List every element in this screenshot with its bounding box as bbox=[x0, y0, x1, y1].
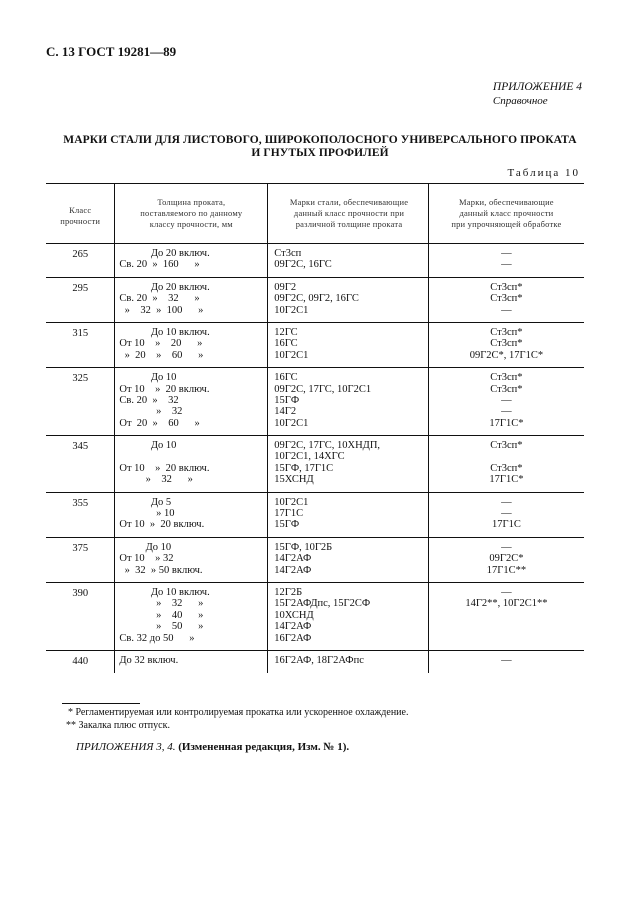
header-thickness: Толщина проката, поставляемого по данному классу прочности, мм bbox=[115, 184, 268, 244]
footnotes bbox=[68, 706, 408, 732]
cell-thickness bbox=[115, 322, 268, 367]
cell-hardened-grades bbox=[428, 436, 584, 493]
cell-line: 15ХСНД bbox=[274, 474, 314, 486]
table-row bbox=[46, 322, 584, 367]
footnote-2: ** Закалка плюс отпуск. bbox=[66, 720, 170, 731]
cell-thickness bbox=[115, 582, 268, 650]
cell-grades bbox=[268, 322, 429, 367]
cell-grades bbox=[268, 492, 429, 537]
cell-line: » 32 » 100 » bbox=[119, 304, 204, 316]
cell-strength-class: 295 bbox=[46, 277, 115, 322]
table-row bbox=[46, 650, 584, 673]
cell-line: 15Г2АФДпс, 15Г2СФ bbox=[274, 598, 371, 610]
cell-line: » 10 bbox=[119, 508, 175, 520]
cell-line: — bbox=[501, 654, 512, 666]
cell-line: 09Г2С, 17ГС, 10ХНДП, bbox=[274, 440, 381, 452]
cell-line: 17Г1С* bbox=[489, 474, 524, 486]
cell-line: 16Г2АФ, 18Г2АФпс bbox=[274, 654, 364, 666]
cell-grades bbox=[268, 537, 429, 582]
cell-hardened-grades bbox=[428, 322, 584, 367]
cell-line: 15ГФ bbox=[274, 519, 300, 531]
cell-grades bbox=[268, 277, 429, 322]
cell-line: 09Г2С*, 17Г1С* bbox=[469, 349, 544, 361]
table-row bbox=[46, 582, 584, 650]
cell-strength-class: 440 bbox=[72, 655, 89, 667]
cell-strength-class: 390 bbox=[46, 582, 115, 650]
page-title bbox=[40, 134, 600, 160]
cell-line: 09Г2С* bbox=[489, 553, 524, 565]
cell-grades bbox=[268, 582, 429, 650]
cell-line: Ст3сп* bbox=[490, 383, 523, 395]
cell-line: » 32 bbox=[119, 406, 183, 418]
cell-strength-class: 315 bbox=[46, 322, 115, 367]
cell-line: 12Г2Б bbox=[274, 586, 303, 598]
cell-line: — bbox=[501, 496, 512, 508]
cell-line: От 10 » 20 включ. bbox=[119, 383, 210, 395]
cell-line: 09Г2 bbox=[274, 281, 297, 293]
table-row bbox=[46, 244, 584, 278]
cell-line: — bbox=[501, 586, 512, 598]
cell-grades bbox=[268, 368, 429, 436]
cell-line: » 20 » 60 » bbox=[119, 349, 204, 361]
cell-hardened-grades bbox=[428, 492, 584, 537]
header-hardened-grades: Марки, обеспечивающие данный класс прочности при упрочняющей обработке bbox=[428, 184, 584, 244]
appendix-label-block bbox=[493, 80, 582, 108]
cell-hardened-grades bbox=[428, 537, 584, 582]
header-strength-class: Класс прочности bbox=[46, 184, 115, 244]
cell-line: 10Г2С1 bbox=[274, 417, 309, 429]
page-header: С. 13 ГОСТ 19281—89 bbox=[46, 44, 177, 59]
cell-line: 14Г2**, 10Г2С1** bbox=[465, 598, 548, 610]
cell-hardened-grades bbox=[428, 582, 584, 650]
cell-line: Ст3сп* bbox=[490, 338, 523, 350]
cell-line: 17Г1С bbox=[492, 519, 521, 531]
cell-line: 09Г2С, 16ГС bbox=[274, 259, 332, 271]
cell-line: От 10 » 32 bbox=[119, 553, 174, 565]
cell-line: До 10 bbox=[119, 440, 177, 452]
cell-line: — bbox=[501, 259, 512, 271]
table-row bbox=[46, 277, 584, 322]
cell-line: » 32 » bbox=[119, 598, 204, 610]
cell-strength-class: 355 bbox=[46, 492, 115, 537]
cell-line: — bbox=[501, 406, 512, 418]
cell-line: Ст3сп* bbox=[490, 281, 523, 293]
cell-line: 14Г2АФ bbox=[274, 621, 312, 633]
cell-line: » 50 » bbox=[119, 621, 204, 633]
cell-line: 15ГФ, 17Г1С bbox=[274, 462, 334, 474]
cell-line: — bbox=[501, 304, 512, 316]
table-row bbox=[46, 368, 584, 436]
cell-line: 17Г1С bbox=[274, 508, 304, 520]
cell-line bbox=[115, 451, 267, 462]
table-header-row bbox=[46, 184, 584, 244]
cell-line: 09Г2С, 17ГС, 10Г2С1 bbox=[274, 383, 372, 395]
cell-line: Св. 20 » 32 bbox=[119, 394, 179, 406]
cell-strength-class: 265 bbox=[46, 244, 115, 278]
cell-line bbox=[429, 633, 584, 644]
revision-note-ref: ПРИЛОЖЕНИЯ 3, 4. bbox=[76, 741, 176, 753]
cell-line: — bbox=[501, 248, 512, 259]
cell-line: 16Г2АФ bbox=[274, 632, 312, 644]
cell-line: 10Г2С1 bbox=[274, 349, 309, 361]
cell-thickness bbox=[115, 436, 268, 493]
cell-line: Ст3сп bbox=[274, 248, 302, 259]
cell-thickness bbox=[115, 650, 268, 673]
cell-strength-class: 345 bbox=[46, 436, 115, 493]
title-line-1: МАРКИ СТАЛИ ДЛЯ ЛИСТОВОГО, ШИРОКОПОЛОСНОГО УНИВЕРСАЛЬНОГО ПРОКАТА bbox=[63, 134, 577, 146]
cell-line: Св. 20 » 32 » bbox=[119, 293, 200, 305]
cell-line: От 10 » 20 включ. bbox=[119, 462, 210, 474]
cell-line: От 10 » 20 включ. bbox=[119, 519, 205, 531]
cell-line: — bbox=[501, 541, 512, 553]
cell-line: 12ГС bbox=[274, 326, 298, 338]
cell-line: До 20 включ. bbox=[119, 281, 210, 293]
table-label: Таблица 10 bbox=[507, 167, 580, 179]
cell-hardened-grades bbox=[428, 368, 584, 436]
cell-strength-class: 375 bbox=[46, 537, 115, 582]
cell-line: Ст3сп* bbox=[490, 462, 523, 474]
cell-thickness bbox=[115, 537, 268, 582]
revision-note-text: (Измененная редакция, Изм. № 1). bbox=[178, 741, 350, 753]
cell-line: 10Г2С1 bbox=[274, 304, 309, 316]
cell-line: 10Г2С1 bbox=[274, 496, 309, 508]
table-body bbox=[46, 244, 584, 674]
footnote-1: * Регламентируемая или контролируемая прокатка или ускоренное охлаждение. bbox=[68, 707, 409, 718]
appendix-label: ПРИЛОЖЕНИЕ 4 bbox=[492, 81, 582, 93]
cell-line: До 32 включ. bbox=[119, 654, 179, 666]
cell-line: » 40 » bbox=[119, 609, 204, 621]
cell-line: 14Г2АФ bbox=[274, 553, 312, 565]
cell-line bbox=[429, 621, 584, 632]
table-row bbox=[46, 492, 584, 537]
cell-line: От 10 » 20 » bbox=[119, 338, 203, 350]
cell-line: От 20 » 60 » bbox=[119, 417, 200, 429]
cell-line: 17Г1С* bbox=[489, 417, 524, 429]
cell-line: Ст3сп* bbox=[490, 440, 523, 452]
cell-line: 09Г2С, 09Г2, 16ГС bbox=[274, 293, 359, 305]
table-row bbox=[46, 436, 584, 493]
cell-thickness bbox=[115, 492, 268, 537]
cell-line: 14Г2 bbox=[274, 406, 297, 418]
cell-line: Св. 20 » 160 » bbox=[119, 259, 200, 271]
cell-line: Ст3сп* bbox=[490, 293, 523, 305]
cell-thickness bbox=[115, 244, 268, 278]
cell-line: 16ГС bbox=[274, 338, 298, 350]
cell-line: До 10 включ. bbox=[119, 586, 210, 598]
cell-line: 16ГС bbox=[274, 372, 298, 384]
cell-line: 15ГФ, 10Г2Б bbox=[274, 541, 333, 553]
cell-line: 15ГФ bbox=[274, 394, 300, 406]
cell-line: — bbox=[501, 394, 512, 406]
cell-hardened-grades bbox=[428, 244, 584, 278]
cell-line: До 10 bbox=[119, 372, 177, 384]
header-grades: Марки стали, обеспечивающие данный класс прочности при различной толщине проката bbox=[268, 184, 429, 244]
cell-line: » 32 » bbox=[119, 474, 193, 486]
cell-thickness bbox=[115, 368, 268, 436]
steel-grades-table bbox=[46, 183, 584, 673]
cell-hardened-grades bbox=[428, 650, 584, 673]
cell-line: » 32 » 50 включ. bbox=[119, 564, 203, 576]
appendix-type: Справочное bbox=[492, 95, 548, 107]
revision-note bbox=[76, 741, 349, 753]
cell-line: До 5 bbox=[119, 496, 172, 508]
cell-hardened-grades bbox=[428, 277, 584, 322]
cell-grades bbox=[268, 244, 429, 278]
cell-grades bbox=[268, 650, 429, 673]
cell-line: Св. 32 до 50 » bbox=[119, 632, 195, 644]
footnote-divider bbox=[62, 703, 140, 704]
cell-line: Ст3сп* bbox=[490, 326, 523, 338]
cell-line bbox=[429, 451, 584, 462]
cell-grades bbox=[268, 436, 429, 493]
table-row bbox=[46, 537, 584, 582]
title-line-2: И ГНУТЫХ ПРОФИЛЕЙ bbox=[251, 147, 389, 159]
cell-line: До 20 включ. bbox=[119, 248, 210, 259]
cell-line: До 10 включ. bbox=[119, 326, 210, 338]
cell-line: — bbox=[501, 508, 512, 520]
cell-line: 10Г2С1, 14ХГС bbox=[274, 451, 345, 463]
cell-line: 17Г1С** bbox=[486, 564, 527, 576]
cell-strength-class: 325 bbox=[46, 368, 115, 436]
cell-line: До 10 bbox=[119, 541, 172, 553]
cell-line: Ст3сп* bbox=[490, 372, 523, 384]
cell-line: 14Г2АФ bbox=[274, 564, 312, 576]
cell-line bbox=[429, 610, 584, 621]
cell-thickness bbox=[115, 277, 268, 322]
cell-line: 10ХСНД bbox=[274, 609, 314, 621]
